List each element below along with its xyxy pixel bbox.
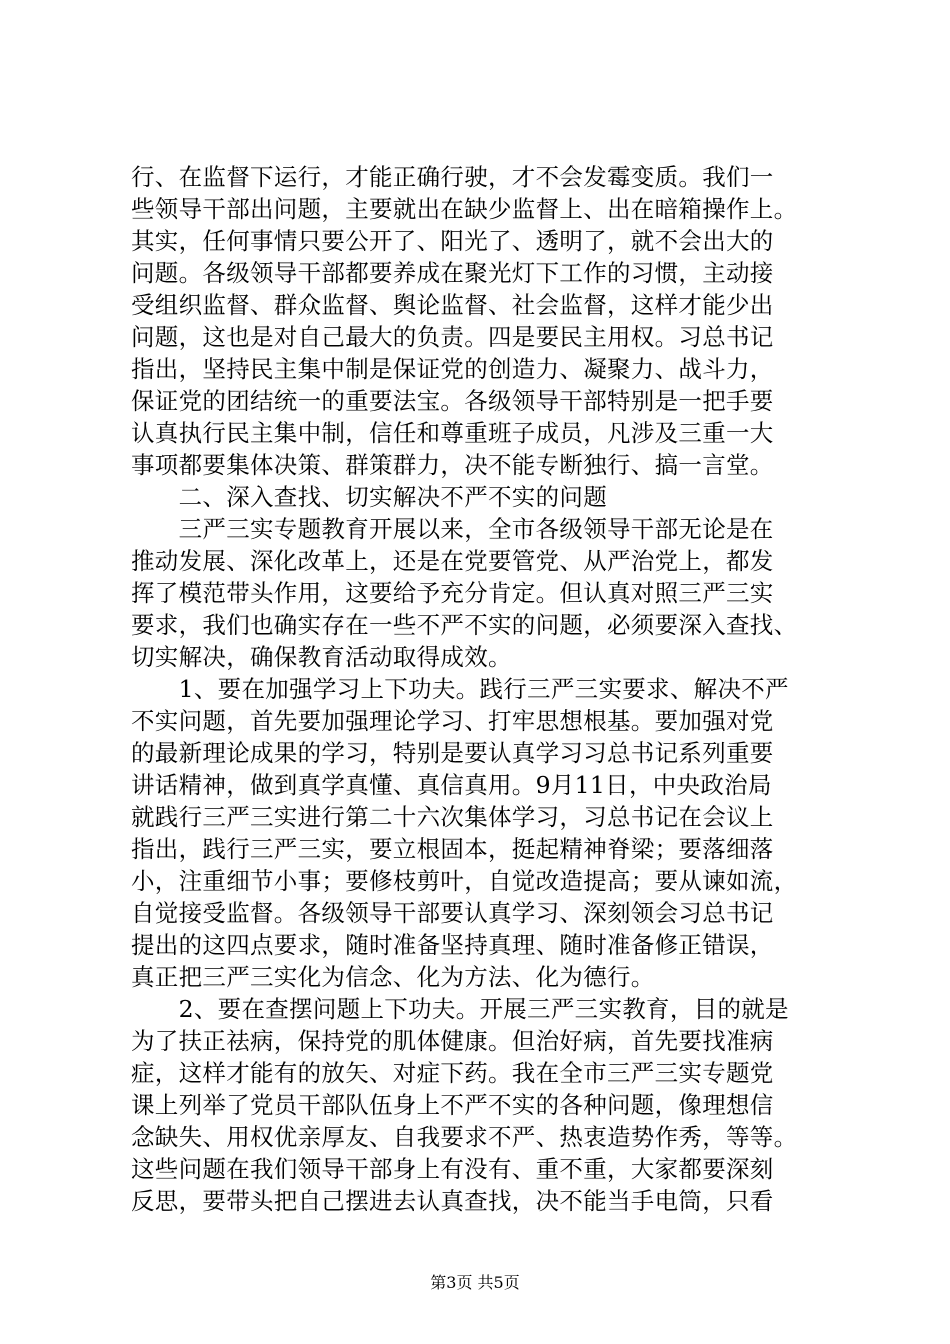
text-line: 不实问题，首先要加强理论学习、打牢思想根基。要加强对党 [131, 707, 774, 735]
text-line: 课上列举了党员干部队伍身上不严不实的各种问题，像理想信 [131, 1091, 774, 1119]
text-line: 指出，坚持民主集中制是保证党的创造力、凝聚力、战斗力， [131, 355, 774, 383]
page-footer: 第3页 共5页 [430, 1273, 520, 1292]
text-line: 2、要在查摆问题上下功夫。开展三严三实教育，目的就是 [131, 995, 789, 1023]
text-line: 切实解决，确保教育活动取得成效。 [131, 643, 512, 671]
text-line: 这些问题在我们领导干部身上有没有、重不重，大家都要深刻 [131, 1155, 774, 1183]
text-line: 三严三实专题教育开展以来，全市各级领导干部无论是在 [131, 515, 774, 543]
text-line: 提出的这四点要求，随时准备坚持真理、随时准备修正错误， [131, 931, 774, 959]
text-line: 问题，这也是对自己最大的负责。四是要民主用权。习总书记 [131, 323, 774, 351]
text-line: 真正把三严三实化为信念、化为方法、化为德行。 [131, 963, 655, 991]
text-line: 的最新理论成果的学习，特别是要认真学习习总书记系列重要 [131, 739, 774, 767]
text-line: 保证党的团结统一的重要法宝。各级领导干部特别是一把手要 [131, 387, 774, 415]
text-line: 些领导干部出问题，主要就出在缺少监督上、出在暗箱操作上。 [131, 195, 798, 223]
text-line: 认真执行民主集中制，信任和尊重班子成员，凡涉及三重一大 [131, 419, 774, 447]
text-line: 为了扶正祛病，保持党的肌体健康。但治好病，首先要找准病 [131, 1027, 774, 1055]
text-line: 讲话精神，做到真学真懂、真信真用。9月11日，中央政治局 [131, 771, 772, 799]
text-line: 自觉接受监督。各级领导干部要认真学习、深刻领会习总书记 [131, 899, 774, 927]
text-line: 二、深入查找、切实解决不严不实的问题 [131, 483, 607, 511]
text-line: 挥了模范带头作用，这要给予充分肯定。但认真对照三严三实 [131, 579, 774, 607]
text-line: 指出，践行三严三实，要立根固本，挺起精神脊梁；要落细落 [131, 835, 774, 863]
text-line: 要求，我们也确实存在一些不严不实的问题，必须要深入查找、 [131, 611, 798, 639]
text-line: 行、在监督下运行，才能正确行驶，才不会发霉变质。我们一 [131, 163, 774, 191]
text-line: 1、要在加强学习上下功夫。践行三严三实要求、解决不严 [131, 675, 789, 703]
text-line: 念缺失、用权优亲厚友、自我要求不严、热衷造势作秀，等等。 [131, 1123, 798, 1151]
text-line: 症，这样才能有的放矢、对症下药。我在全市三严三实专题党 [131, 1059, 774, 1087]
text-line: 推动发展、深化改革上，还是在党要管党、从严治党上，都发 [131, 547, 774, 575]
text-line: 事项都要集体决策、群策群力，决不能专断独行、搞一言堂。 [131, 451, 774, 479]
text-line: 就践行三严三实进行第二十六次集体学习，习总书记在会议上 [131, 803, 774, 831]
text-line: 其实，任何事情只要公开了、阳光了、透明了，就不会出大的 [131, 227, 774, 255]
text-line: 问题。各级领导干部都要养成在聚光灯下工作的习惯，主动接 [131, 259, 774, 287]
text-line: 反思，要带头把自己摆进去认真查找，决不能当手电筒，只看 [131, 1187, 774, 1215]
text-line: 受组织监督、群众监督、舆论监督、社会监督，这样才能少出 [131, 291, 774, 319]
text-line: 小，注重细节小事；要修枝剪叶，自觉改造提高；要从谏如流， [131, 867, 798, 895]
body-text [131, 161, 831, 1217]
